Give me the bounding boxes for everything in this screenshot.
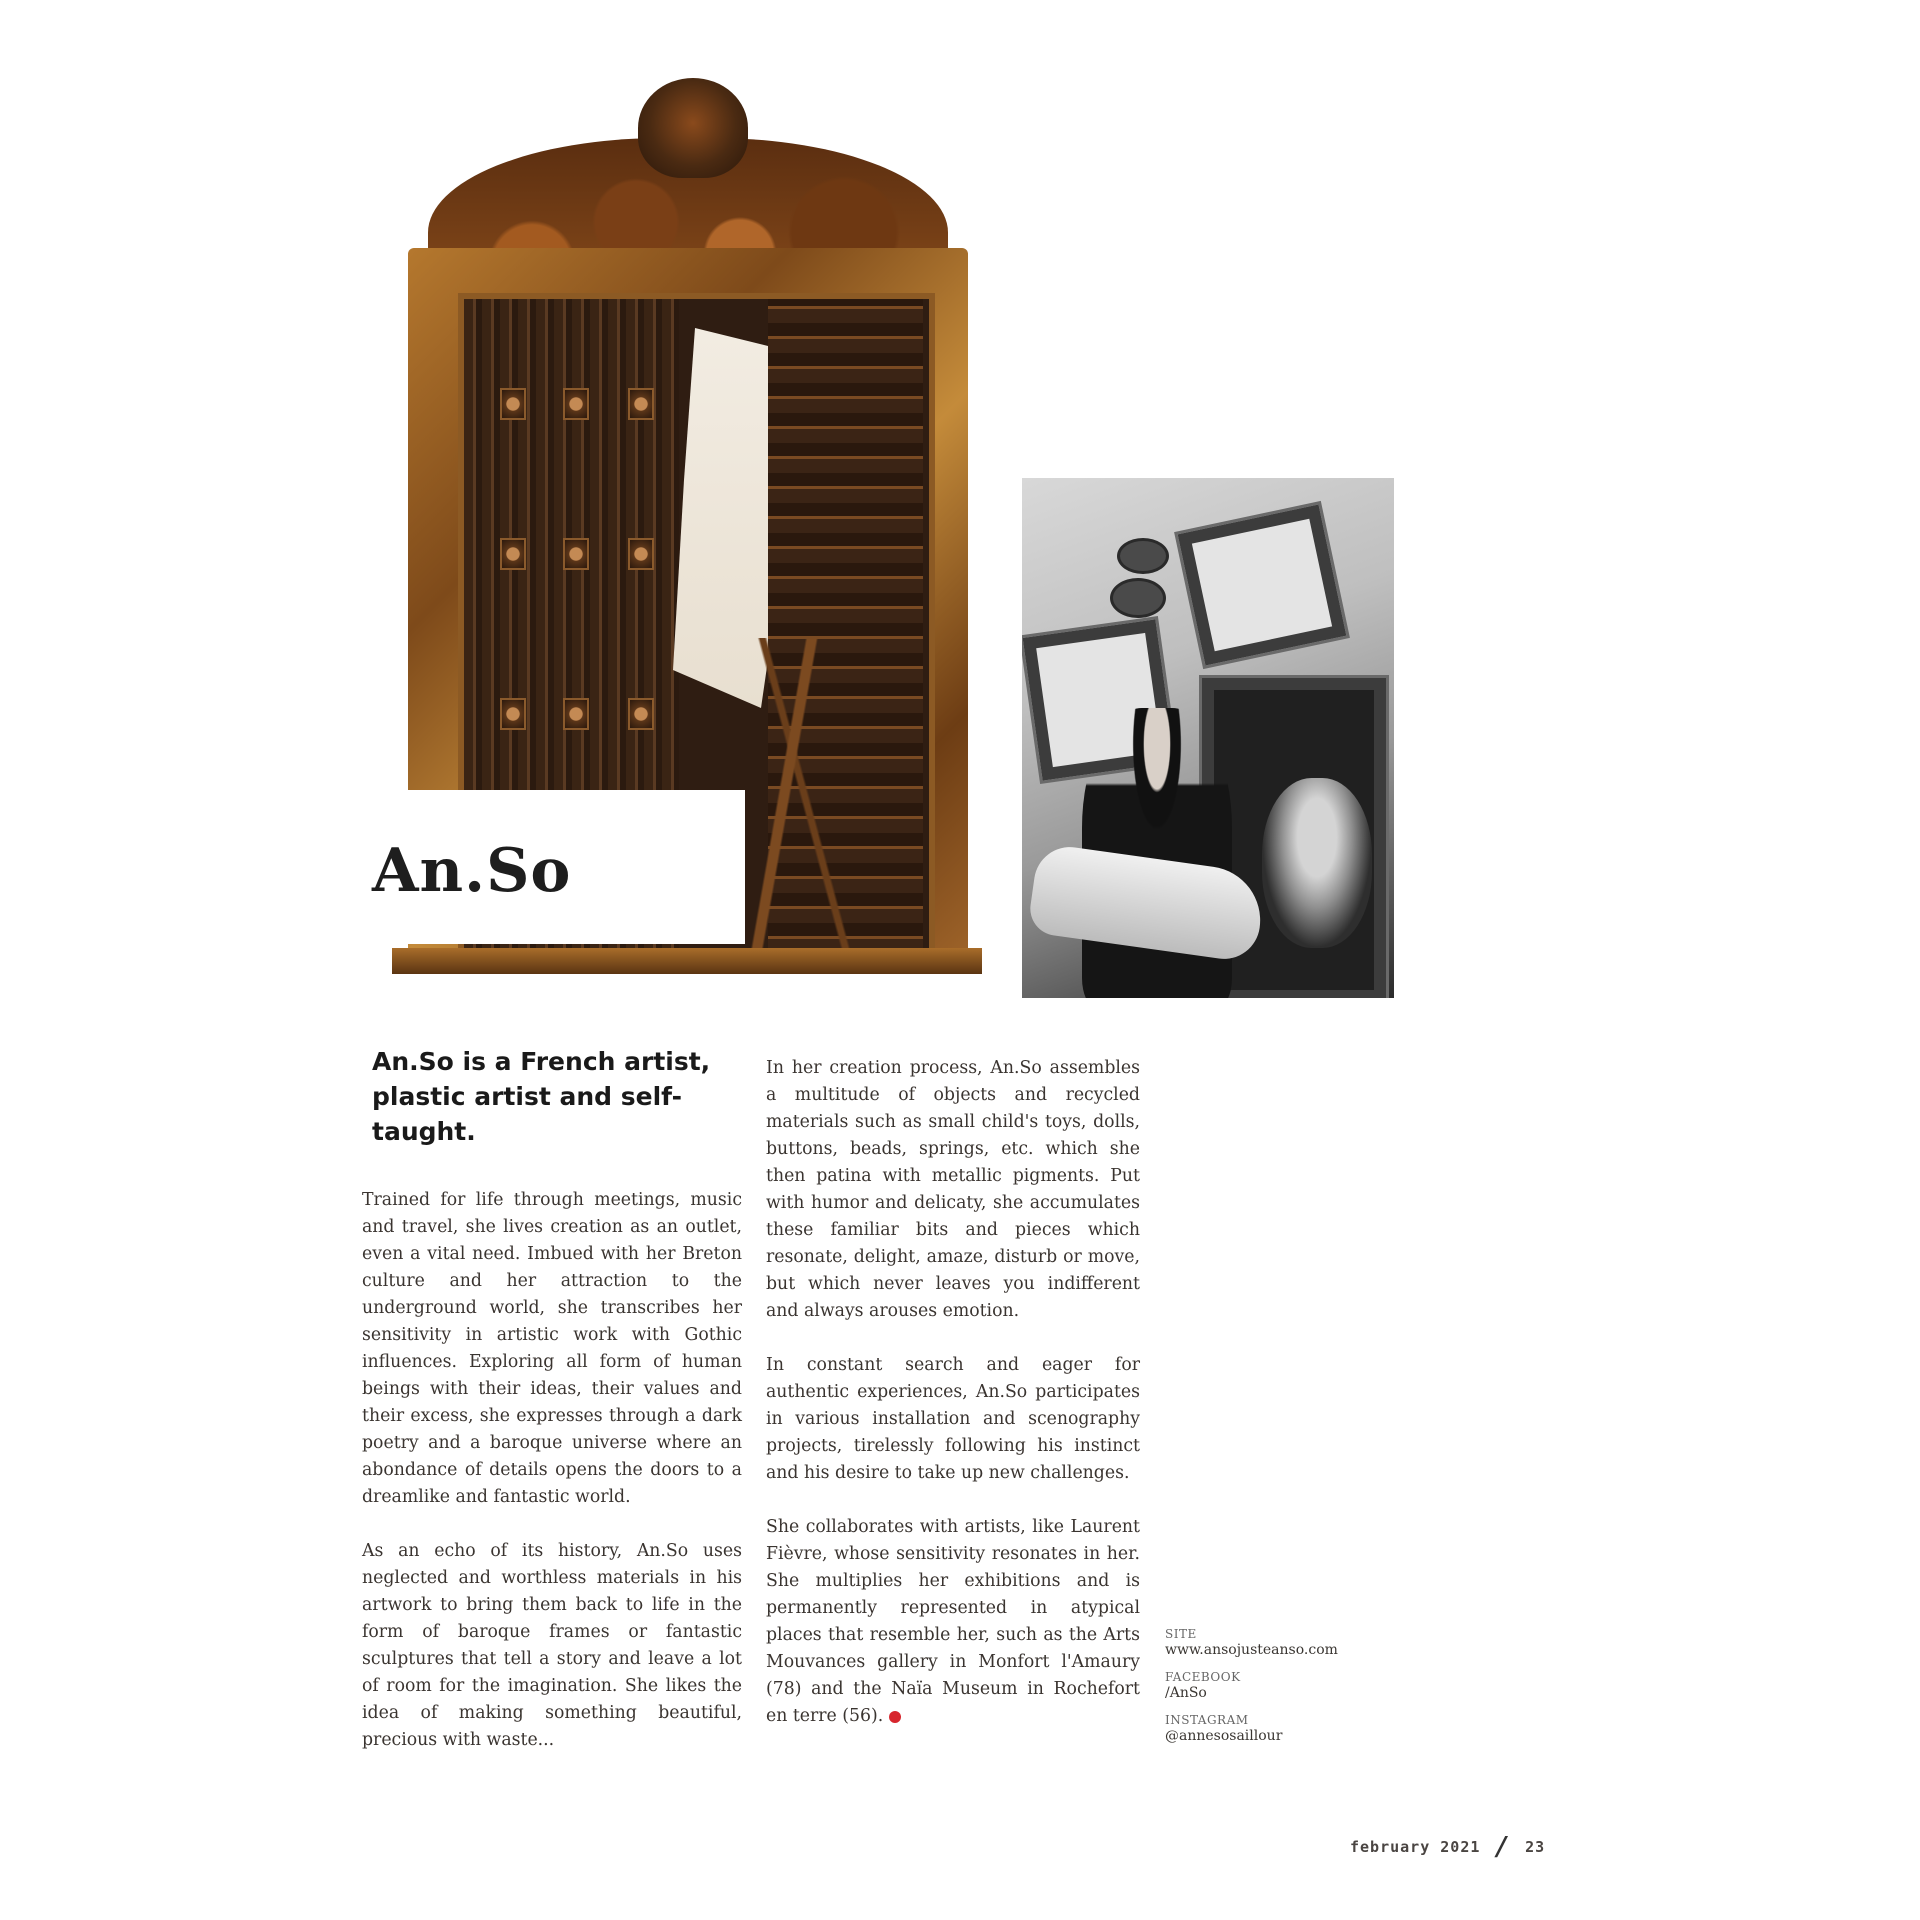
paragraph-text: She collaborates with artists, like Laurent Fièvre, whose sensitivity resonates in her. She multiplies her exhibitions and is permanently represented in atypical places that resemble her, such as the Arts Mouvances gallery in Monfort l'Amaury (78) and the Naïa Museum in Rochefort en terre (56). bbox=[766, 1517, 1140, 1726]
frame-crest-medallion bbox=[638, 78, 748, 178]
wall-frame bbox=[1178, 504, 1347, 665]
small-cage bbox=[563, 698, 589, 730]
small-cage bbox=[563, 388, 589, 420]
small-cage bbox=[500, 698, 526, 730]
small-cage bbox=[628, 538, 654, 570]
slash-divider-icon: / bbox=[1494, 1832, 1512, 1862]
paragraph: In constant search and eager for authentic experiences, An.So participates in various installation and scenography projects, tirelessly following his instinct and his desire to take up new challenges. bbox=[766, 1355, 1140, 1483]
page-number: 23 bbox=[1525, 1838, 1546, 1856]
small-cage bbox=[563, 538, 589, 570]
article-title: An.So bbox=[372, 836, 572, 906]
article-headline: An.So is a French artist, plastic artist and self-taught. bbox=[372, 1047, 711, 1146]
right-text-column bbox=[766, 1055, 1140, 1757]
contact-instagram bbox=[1165, 1713, 1405, 1745]
contact-label: SITE bbox=[1165, 1627, 1197, 1641]
paragraph: As an echo of its history, An.So uses neglected and worthless materials in his artwork to bring them back to life in the form of baroque frames or fantastic sculptures that tell a story and leave a lot of room for the imagination. She likes the idea of making something beautiful, precious with waste... bbox=[362, 1541, 742, 1750]
wall-plate bbox=[1110, 578, 1166, 618]
wall-plate bbox=[1117, 538, 1169, 574]
paragraph: Trained for life through meetings, music and travel, she lives creation as an outlet, even a vital need. Imbued with her Breton culture and her attraction to the underground world, she transcribes her sensitivity in artistic work with Gothic influences. Exploring all form of human beings with their ideas, their values and their excess, she expresses through a dark poetry and a baroque universe where an abondance of details opens the doors to a dreamlike and fantastic world. bbox=[362, 1190, 742, 1507]
issue-date: february 2021 bbox=[1350, 1838, 1481, 1856]
small-cage bbox=[628, 698, 654, 730]
artist-portrait-photo bbox=[1022, 478, 1394, 998]
small-cage bbox=[628, 388, 654, 420]
contact-label: FACEBOOK bbox=[1165, 1670, 1241, 1684]
facebook-link[interactable]: /AnSo bbox=[1165, 1685, 1207, 1701]
paragraph-last bbox=[766, 1514, 1140, 1730]
frame-base bbox=[392, 948, 982, 974]
contact-facebook bbox=[1165, 1670, 1405, 1702]
instagram-link[interactable]: @annesosaillour bbox=[1165, 1728, 1283, 1744]
left-text-column bbox=[362, 1187, 742, 1781]
paragraph: In her creation process, An.So assembles a multitude of objects and recycled materials such as small child's toys, dolls, buttons, beads, springs, etc. which she then patina with metallic pigments. Put with humor and delicaty, she accumulates these familiar bits and pieces which resonate, delight, amaze, disturb or move, but which never leaves you indifferent and always arouses emotion. bbox=[766, 1058, 1140, 1321]
contact-info bbox=[1165, 1627, 1405, 1756]
small-cage bbox=[500, 388, 526, 420]
small-cage bbox=[500, 538, 526, 570]
page-footer bbox=[1350, 1832, 1545, 1862]
end-mark-icon bbox=[889, 1711, 901, 1723]
sculpture-head bbox=[1262, 778, 1372, 948]
contact-site bbox=[1165, 1627, 1405, 1659]
website-link[interactable]: www.ansojusteanso.com bbox=[1165, 1642, 1338, 1658]
contact-label: INSTAGRAM bbox=[1165, 1713, 1249, 1727]
